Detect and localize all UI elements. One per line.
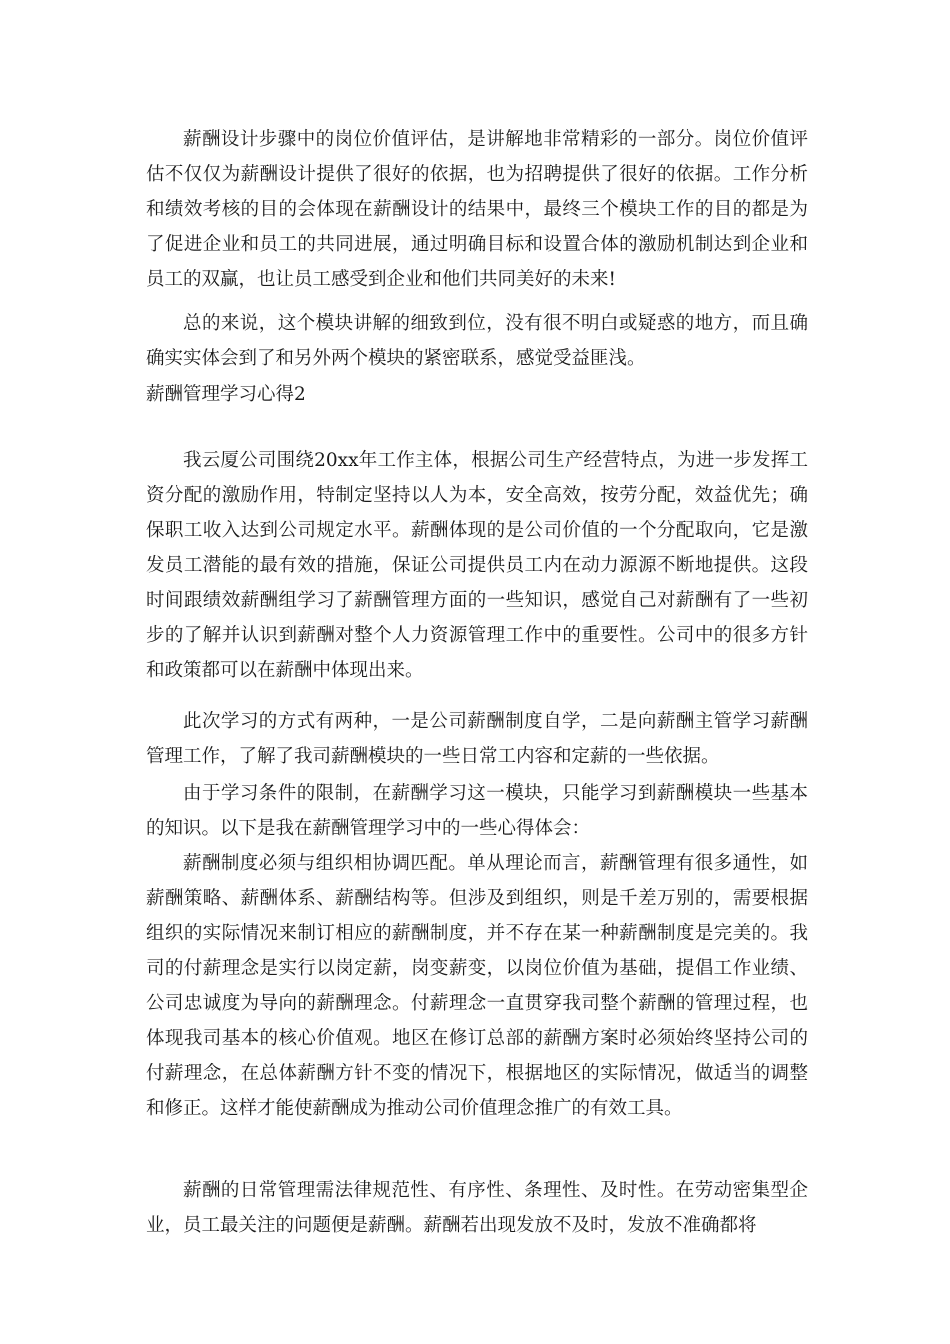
paragraph-company-intro: 我云厦公司围绕20xx年工作主体，根据公司生产经营特点，为进一步发挥工资分配的激励作用，特制定坚持以人为本，安全高效，按劳分配，效益优先；确保职工收入达到公司规定水平。薪酬体现的是公司价值的一个分配取向，它是激发员工潜能的最有效的措施，保证公司提供员工内在动力源源不断地提供。这段时间跟绩效薪酬组学习了薪酬管理方面的一些知识，感觉自己对薪酬有了一些初步的了解并认识到薪酬对整个人力资源管理工作中的重要性。公司中的很多方针和政策都可以在薪酬中体现出来。 [146, 450, 808, 681]
section-heading: 薪酬管理学习心得2 [146, 384, 306, 405]
paragraph-daily-management: 薪酬的日常管理需法律规范性、有序性、条理性、及时性。在劳动密集型企业，员工最关注的问题便是薪酬。薪酬若出现发放不及时，发放不准确都将 [146, 1180, 808, 1236]
paragraph-study-limits: 由于学习条件的限制，在薪酬学习这一模块，只能学习到薪酬模块一些基本的知识。以下是我在薪酬管理学习中的一些心得体会： [146, 783, 808, 839]
paragraph-salary-system: 薪酬制度必须与组织相协调匹配。单从理论而言，薪酬管理有很多通性，如薪酬策略、薪酬体系、薪酬结构等。但涉及到组织，则是千差万别的，需要根据组织的实际情况来制订相应的薪酬制度，并不存在某一种薪酬制度是完美的。我司的付薪理念是实行以岗定薪，岗变薪变，以岗位价值为基础，提倡工作业绩、公司忠诚度为导向的薪酬理念。付薪理念一直贯穿我司整个薪酬的管理过程，也体现我司基本的核心价值观。地区在修订总部的薪酬方案时必须始终坚持公司的付薪理念，在总体薪酬方针不变的情况下，根据地区的实际情况，做适当的调整和修正。这样才能使薪酬成为推动公司价值理念推广的有效工具。 [146, 853, 808, 1119]
paragraph-summary: 总的来说，这个模块讲解的细致到位，没有很不明白或疑惑的地方，而且确确实实体会到了和另外两个模块的紧密联系，感觉受益匪浅。 [146, 313, 808, 369]
paragraph-study-methods: 此次学习的方式有两种，一是公司薪酬制度自学，二是向薪酬主管学习薪酬管理工作，了解了我司薪酬模块的一些日常工内容和定薪的一些依据。 [146, 711, 808, 767]
paragraph-job-evaluation: 薪酬设计步骤中的岗位价值评估，是讲解地非常精彩的一部分。岗位价值评估不仅仅为薪酬设计提供了很好的依据，也为招聘提供了很好的依据。工作分析和绩效考核的目的会体现在薪酬设计的结果中，最终三个模块工作的目的都是为了促进企业和员工的共同进展，通过明确目标和设置合体的激励机制达到企业和员工的双赢，也让员工感受到企业和他们共同美好的未来! [146, 129, 808, 290]
